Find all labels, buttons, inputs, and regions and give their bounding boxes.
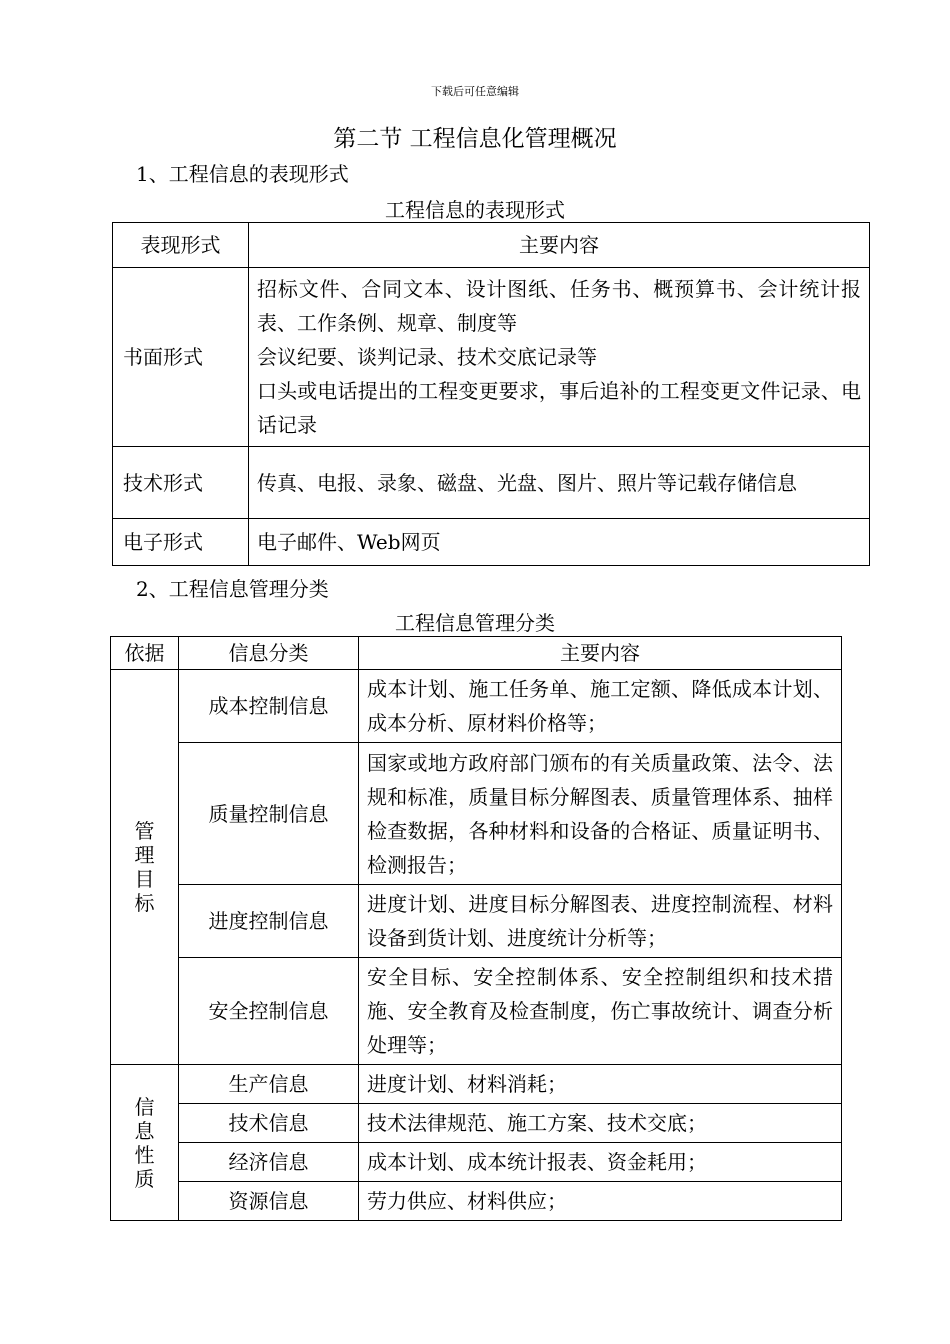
content-line: 招标文件、合同文本、设计图纸、任务书、概预算书、会计统计报表、工作条例、规章、制度等 — [257, 277, 861, 335]
column-header-content: 主要内容 — [249, 223, 870, 268]
header-note: 下载后可任意编辑 — [431, 85, 519, 98]
table-row — [111, 670, 842, 743]
table-header-row — [113, 223, 870, 268]
content-line: 电子邮件、Web网页 — [257, 530, 441, 554]
table-row — [111, 1143, 842, 1182]
category-cell: 经济信息 — [179, 1143, 359, 1182]
category-cell: 生产信息 — [179, 1065, 359, 1104]
column-header-basis: 依据 — [111, 637, 179, 670]
category-cell: 技术信息 — [179, 1104, 359, 1143]
table-row — [111, 958, 842, 1065]
category-cell: 安全控制信息 — [179, 958, 359, 1065]
category-cell: 进度控制信息 — [179, 885, 359, 958]
content-line: 口头或电话提出的工程变更要求，事后追补的工程变更文件记录、电话记录 — [257, 379, 861, 437]
content-cell: 劳力供应、材料供应； — [359, 1182, 842, 1221]
section-title: 第二节 工程信息化管理概况 — [333, 126, 617, 152]
form-cell: 技术形式 — [113, 447, 249, 519]
content-cell: 进度计划、材料消耗； — [359, 1065, 842, 1104]
form-cell: 电子形式 — [113, 519, 249, 566]
content-cell: 成本计划、施工任务单、施工定额、降低成本计划、成本分析、原材料价格等； — [359, 670, 842, 743]
category-cell: 成本控制信息 — [179, 670, 359, 743]
heading-2: 2、工程信息管理分类 — [136, 577, 329, 601]
content-line: 传真、电报、录象、磁盘、光盘、图片、照片等记载存储信息 — [257, 470, 797, 495]
form-cell: 书面形式 — [113, 268, 249, 447]
table-row — [113, 519, 870, 566]
content-line: 会议纪要、谈判记录、技术交底记录等 — [257, 345, 597, 369]
category-cell: 质量控制信息 — [179, 743, 359, 885]
basis-char: 性 — [134, 1142, 155, 1167]
content-cell: 技术法律规范、施工方案、技术交底； — [359, 1104, 842, 1143]
category-cell: 资源信息 — [179, 1182, 359, 1221]
table1-caption: 工程信息的表现形式 — [385, 198, 565, 222]
info-forms-table — [112, 222, 870, 566]
content-cell — [249, 447, 870, 519]
basis-char: 管 — [134, 819, 155, 843]
table-row — [111, 885, 842, 958]
basis-cell-info-nature — [111, 1065, 179, 1221]
content-cell: 国家或地方政府部门颁布的有关质量政策、法令、法规和标准，质量目标分解图表、质量管理体系、抽样检查数据，各种材料和设备的合格证、质量证明书、检测报告； — [359, 743, 842, 885]
table-row — [111, 1104, 842, 1143]
info-classification-table — [110, 636, 842, 1221]
table-row — [113, 268, 870, 447]
content-cell — [249, 268, 870, 447]
table-row — [111, 1182, 842, 1221]
content-cell: 进度计划、进度目标分解图表、进度控制流程、材料设备到货计划、进度统计分析等； — [359, 885, 842, 958]
content-cell: 成本计划、成本统计报表、资金耗用； — [359, 1143, 842, 1182]
table-header-row — [111, 637, 842, 670]
basis-cell-management-goal — [111, 670, 179, 1065]
content-cell: 安全目标、安全控制体系、安全控制组织和技术措施、安全教育及检查制度，伤亡事故统计、调查分析处理等； — [359, 958, 842, 1065]
table-row — [111, 1065, 842, 1104]
table-row — [111, 743, 842, 885]
column-header-content: 主要内容 — [359, 637, 842, 670]
basis-char: 目 — [134, 867, 155, 891]
basis-char: 质 — [134, 1166, 155, 1191]
column-header-form: 表现形式 — [113, 223, 249, 268]
table-row — [113, 447, 870, 519]
basis-char: 信 — [134, 1094, 155, 1119]
content-cell — [249, 519, 870, 566]
table2-caption: 工程信息管理分类 — [395, 611, 555, 635]
column-header-category: 信息分类 — [179, 637, 359, 670]
heading-1: 1、工程信息的表现形式 — [136, 162, 349, 186]
basis-char: 理 — [134, 843, 155, 867]
basis-char: 息 — [134, 1118, 155, 1143]
basis-char: 标 — [134, 891, 155, 915]
